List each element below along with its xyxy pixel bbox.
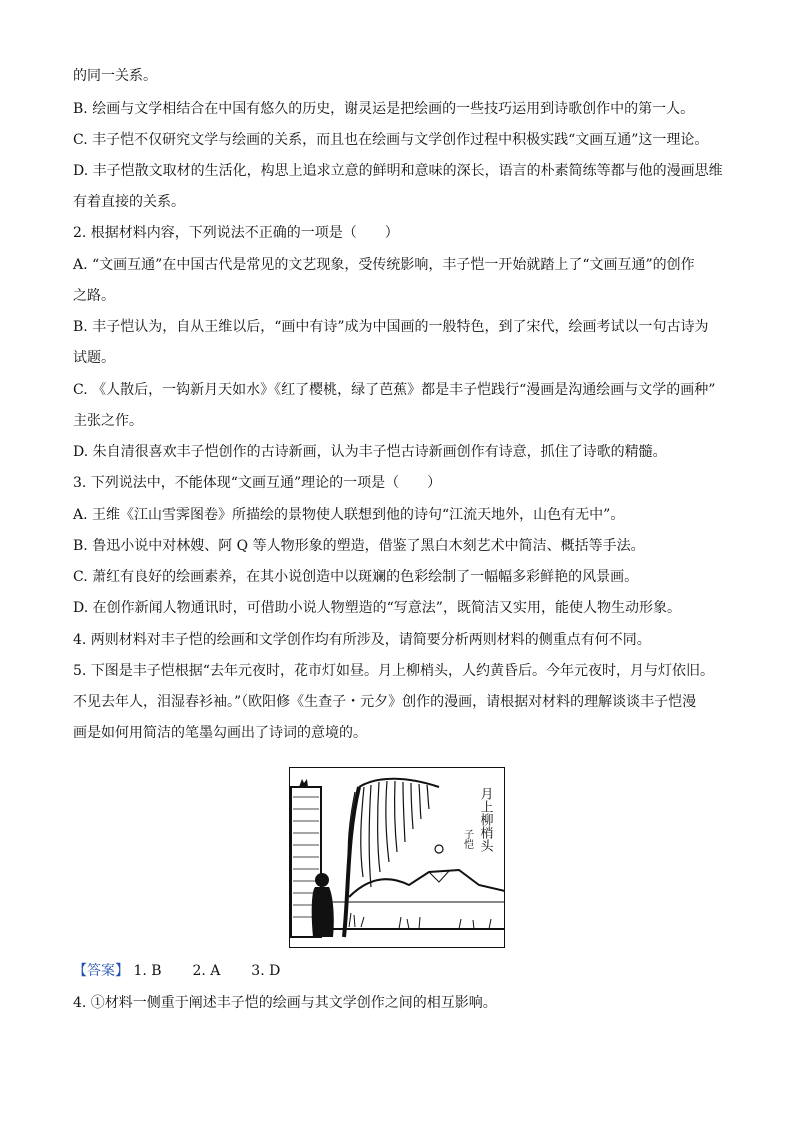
answer-item: 3. D <box>251 963 281 979</box>
option-d: D. 丰子恺散文取材的生活化，构思上追求立意的鲜明和意味的深长，语言的朴素简练等都与他的漫画思维 <box>73 163 723 179</box>
illustration-inscription: 月上柳梢头 <box>477 787 493 852</box>
option-b: B. 丰子恺认为，自从王维以后，“画中有诗”成为中国画的一般特色，到了宋代，绘画考试以一句古诗为 <box>73 319 709 335</box>
option-d: D. 在创作新闻人物通讯时，可借助小说人物塑造的“写意法”，既简洁又实用，能使人物生动形象。 <box>73 600 681 616</box>
answer-detail: 4. ①材料一侧重于阐述丰子恺的绘画与其文学创作之间的相互影响。 <box>73 995 497 1011</box>
text-line: 主张之作。 <box>73 413 143 429</box>
answer-line <box>73 961 280 981</box>
text-line: 之路。 <box>73 288 115 304</box>
illustration-signature: 子恺 <box>461 829 473 849</box>
answer-label: 【答案】 <box>73 963 129 979</box>
question-4: 4. 两则材料对丰子恺的绘画和文学创作均有所涉及，请简要分析两则材料的侧重点有何不同。 <box>73 632 651 648</box>
text-line: 的同一关系。 <box>73 68 157 84</box>
comic-illustration <box>289 767 505 948</box>
option-b: B. 鲁迅小说中对林嫂、阿 Q 等人物形象的塑造，借鉴了黑白木刻艺术中简洁、概括等手法。 <box>73 538 645 554</box>
option-d: D. 朱自清很喜欢丰子恺创作的古诗新画，认为丰子恺古诗新画创作有诗意，抓住了诗歌的精髓。 <box>73 444 667 460</box>
text-line: 试题。 <box>73 350 115 366</box>
question-3: 3. 下列说法中，不能体现“文画互通”理论的一项是（ ） <box>73 475 442 491</box>
option-b: B. 绘画与文学相结合在中国有悠久的历史，谢灵运是把绘画的一些技巧运用到诗歌创作中的第一人。 <box>73 101 695 117</box>
option-c: C. 《人散后，一钩新月天如水》《红了樱桃，绿了芭蕉》都是丰子恺践行“漫画是沟通绘画与文学的画种” <box>73 382 716 398</box>
answer-item: 1. B <box>133 963 162 979</box>
question-2: 2. 根据材料内容，下列说法不正确的一项是（ ） <box>73 225 399 241</box>
option-c: C. 丰子恺不仅研究文学与绘画的关系，而且也在绘画与文学创作过程中积极实践“文画互通”这一理论。 <box>73 132 709 148</box>
option-a: A. “文画互通”在中国古代是常见的文艺现象，受传统影响，丰子恺一开始就踏上了“文画互通”的创作 <box>73 257 695 273</box>
option-a: A. 王维《江山雪霁图卷》所描绘的景物使人联想到他的诗句“江流天地外，山色有无中”。 <box>73 507 625 523</box>
question-5: 5. 下图是丰子恺根据“去年元夜时，花市灯如昼。月上柳梢头，人约黄昏后。今年元夜时，月与灯依旧。 <box>73 663 714 679</box>
answer-item: 2. A <box>192 963 221 979</box>
text-line: 不见去年人，泪湿春衫袖。”（欧阳修《生查子・元夕》创作的漫画，请根据对材料的理解谈谈丰子恺漫 <box>73 694 697 710</box>
option-c: C. 萧红有良好的绘画素养，在其小说创造中以斑斓的色彩绘制了一幅幅多彩鲜艳的风景画。 <box>73 569 639 585</box>
text-line: 有着直接的关系。 <box>73 194 185 210</box>
text-line: 画是如何用简洁的笔墨勾画出了诗词的意境的。 <box>73 725 367 741</box>
